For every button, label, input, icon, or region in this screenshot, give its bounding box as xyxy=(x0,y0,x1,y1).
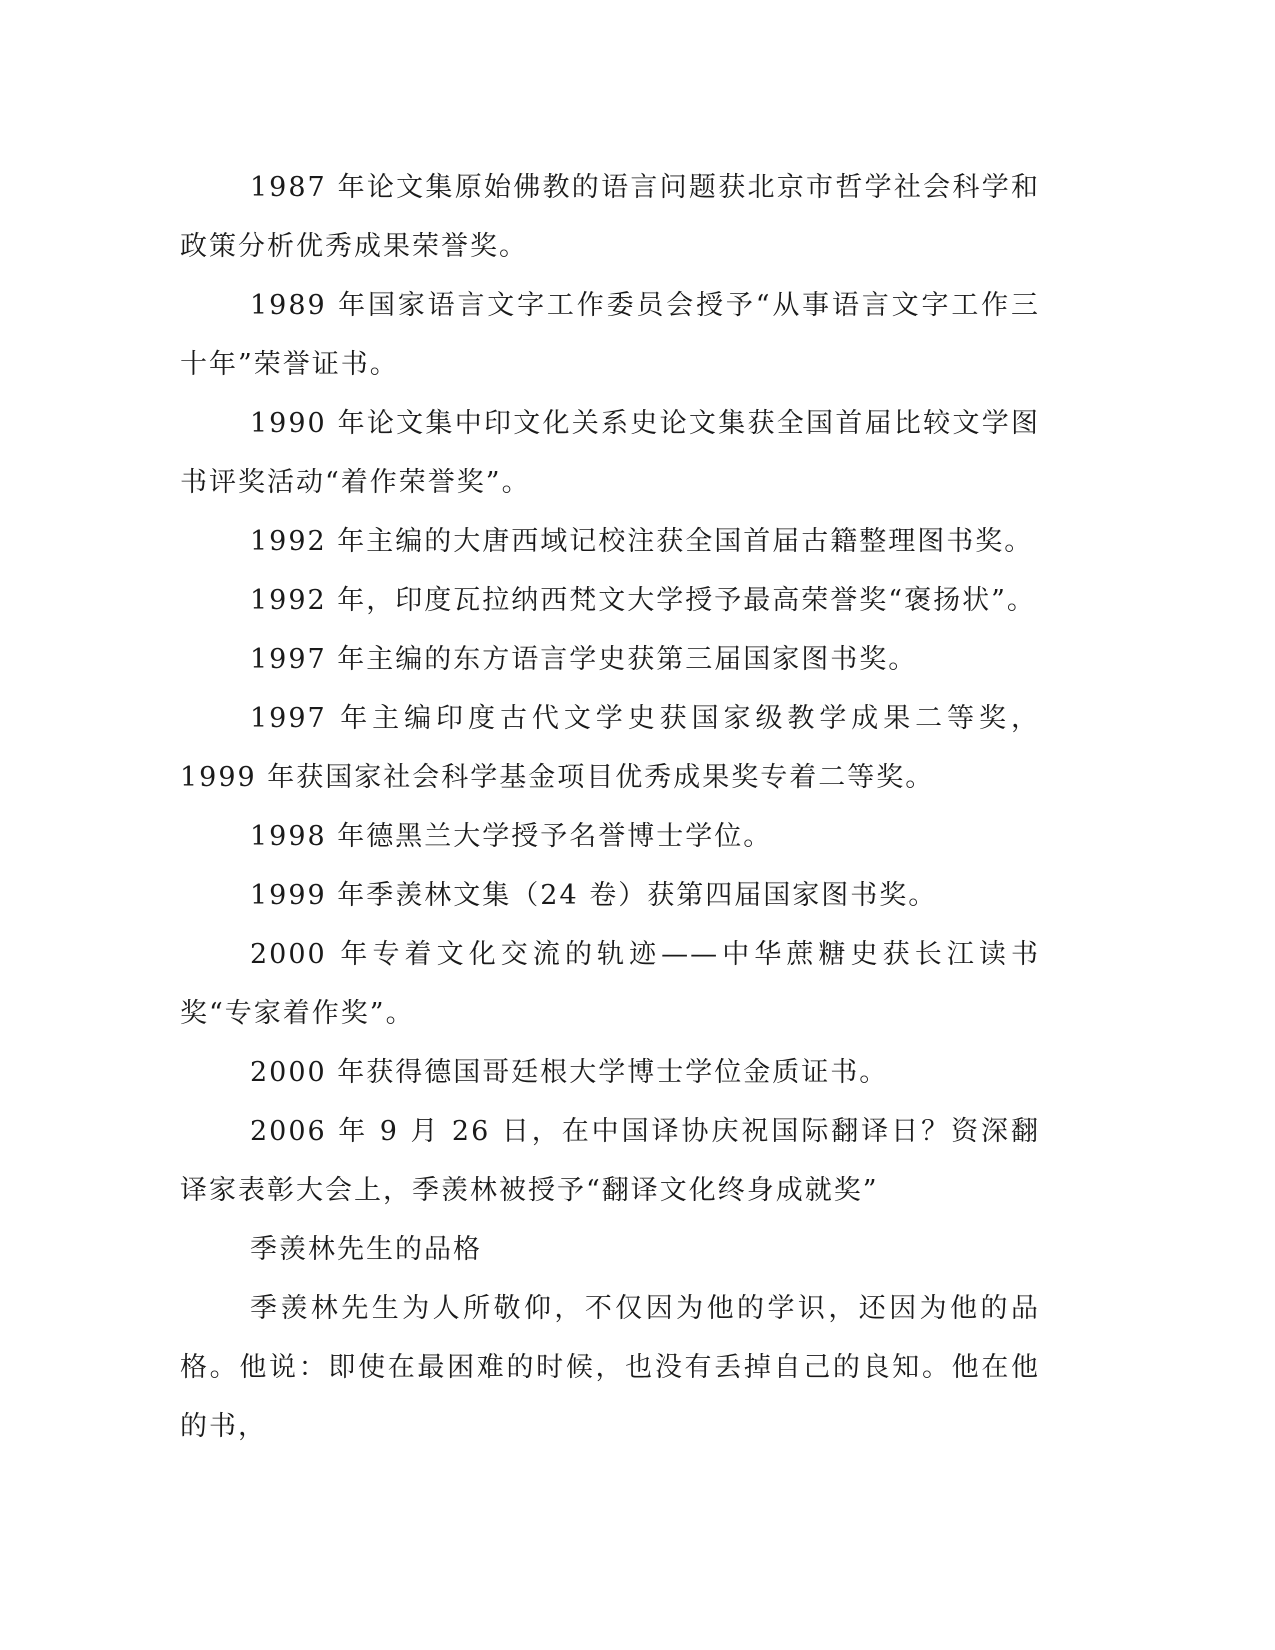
paragraph-1997-book-award: 1997 年主编的东方语言学史获第三届国家图书奖。 xyxy=(250,644,918,675)
paragraph-2000-reading-award: 2000 年专着文化交流的轨迹——中华蔗糖史获长江读书奖“专家着作奖”。 xyxy=(180,939,1040,1029)
paragraph-2000-certificate: 2000 年获得德国哥廷根大学博士学位金质证书。 xyxy=(250,1057,889,1088)
paragraph-1998-degree: 1998 年德黑兰大学授予名誉博士学位。 xyxy=(250,821,773,852)
paragraph-character: 季羡林先生为人所敬仰，不仅因为他的学识，还因为他的品格。他说：即使在最困难的时候，也没有丢掉自己的良知。他在他的书， xyxy=(180,1293,1040,1442)
paragraph-1992-india-award: 1992 年，印度瓦拉纳西梵文大学授予最高荣誉奖“褒扬状”。 xyxy=(250,585,1036,616)
paragraph-1999-award: 1999 年季羡林文集（24 卷）获第四届国家图书奖。 xyxy=(250,880,938,911)
paragraph-1989-award: 1989 年国家语言文字工作委员会授予“从事语言文字工作三十年”荣誉证书。 xyxy=(180,290,1040,380)
paragraph-1987-award: 1987 年论文集原始佛教的语言问题获北京市哲学社会科学和政策分析优秀成果荣誉奖。 xyxy=(180,172,1040,262)
paragraph-2006-award: 2006 年 9 月 26 日，在中国译协庆祝国际翻译日？资深翻译家表彰大会上，季羡林被授予“翻译文化终身成就奖” xyxy=(180,1116,1040,1206)
paragraph-1997-teaching-award: 1997 年主编印度古代文学史获国家级教学成果二等奖，1999 年获国家社会科学基金项目优秀成果奖专着二等奖。 xyxy=(180,703,1040,793)
section-heading-character: 季羡林先生的品格 xyxy=(250,1234,482,1265)
document-body xyxy=(180,158,1040,1456)
paragraph-1992-award: 1992 年主编的大唐西域记校注获全国首届古籍整理图书奖。 xyxy=(250,526,1034,557)
paragraph-1990-award: 1990 年论文集中印文化关系史论文集获全国首届比较文学图书评奖活动“着作荣誉奖”。 xyxy=(180,408,1040,498)
